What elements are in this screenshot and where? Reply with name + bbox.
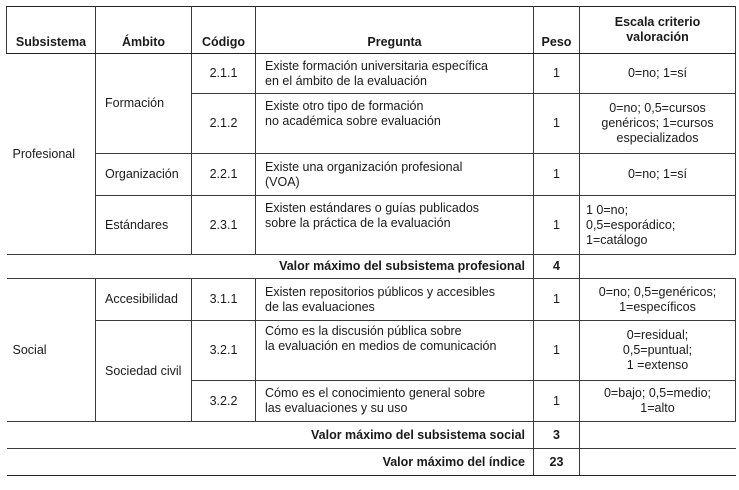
index-total-row: [7, 449, 736, 476]
escala-line: 1 0=no;: [586, 202, 629, 217]
table-header-row: [7, 7, 736, 54]
pregunta-cell: [256, 321, 534, 381]
ambito-accesibilidad: Accesibilidad: [96, 279, 192, 321]
ambito-formacion: Formación: [96, 54, 192, 154]
table-row: [7, 196, 736, 255]
escala-line: 0=no; 1=sí: [627, 66, 688, 80]
index-total-label: Valor máximo del índice: [7, 449, 534, 476]
codigo-cell: 3.2.2: [192, 381, 256, 422]
codigo-cell: 2.1.1: [192, 54, 256, 94]
pregunta-cell: [256, 94, 534, 154]
subsistema-social: Social: [7, 279, 96, 422]
subtotal-label: Valor máximo del subsistema profesional: [7, 255, 534, 279]
escala-line: especializados: [616, 131, 699, 145]
ambito-organizacion: Organización: [96, 154, 192, 196]
pregunta-line: (VOA): [265, 174, 300, 189]
table-row: [7, 154, 736, 196]
ambito-estandares: Estándares: [96, 196, 192, 255]
codigo-cell: 3.1.1: [192, 279, 256, 321]
pregunta-line: Cómo es la discusión pública sobre: [265, 324, 462, 338]
pregunta-line: las evaluaciones y su uso: [265, 401, 408, 415]
codigo-cell: 2.3.1: [192, 196, 256, 255]
pregunta-cell: [256, 381, 534, 422]
codigo-cell: 3.2.1: [192, 321, 256, 381]
header-codigo: Código: [192, 7, 256, 54]
header-subsistema: Subsistema: [7, 7, 96, 54]
subtotal-empty: [580, 255, 736, 279]
escala-cell: [580, 54, 736, 94]
escala-line: 1=alto: [640, 401, 675, 415]
pregunta-cell: [256, 154, 534, 196]
escala-line: 0=no; 0,5=genéricos;: [598, 284, 717, 299]
pregunta-line: la evaluación en medios de comunicación: [265, 339, 497, 353]
peso-cell: 1: [534, 381, 580, 422]
peso-cell: 1: [534, 196, 580, 255]
ambito-sociedad-civil: Sociedad civil: [96, 321, 192, 422]
subtotal-row-social: [7, 422, 736, 449]
escala-cell: [580, 321, 736, 381]
pregunta-cell: [256, 54, 534, 94]
index-total-empty: [580, 449, 736, 476]
pregunta-line: Existen estándares o guías publicados: [265, 201, 480, 215]
escala-line: 0=residual;: [626, 328, 689, 342]
codigo-cell: 2.1.2: [192, 94, 256, 154]
escala-cell: [580, 154, 736, 196]
subsistema-profesional: Profesional: [7, 54, 96, 255]
subtotal-empty: [580, 422, 736, 449]
escala-line: 0,5=puntual;: [622, 343, 693, 357]
header-pregunta: Pregunta: [256, 7, 534, 54]
subtotal-row-profesional: [7, 255, 736, 279]
table-row: [7, 54, 736, 94]
pregunta-line: Existe una organización profesional: [265, 159, 463, 174]
peso-cell: 1: [534, 279, 580, 321]
escala-line: 1=catálogo: [586, 232, 648, 247]
peso-cell: 1: [534, 154, 580, 196]
escala-line: 1=específicos: [619, 299, 696, 314]
subtotal-value: 4: [534, 255, 580, 279]
pregunta-line: Cómo es el conocimiento general sobre: [265, 386, 486, 400]
escala-line: 0=no; 1=sí: [627, 167, 688, 181]
header-escala: Escala criterio valoración: [580, 7, 736, 54]
pregunta-cell: [256, 196, 534, 255]
table-row: [7, 321, 736, 381]
pregunta-line: no académica sobre evaluación: [265, 114, 441, 128]
pregunta-line: Existe formación universitaria específica: [265, 58, 489, 73]
peso-cell: 1: [534, 321, 580, 381]
pregunta-line: Existe otro tipo de formación: [265, 99, 424, 113]
peso-cell: 1: [534, 94, 580, 154]
subtotal-value: 3: [534, 422, 580, 449]
escala-cell: [580, 196, 736, 255]
pregunta-line: sobre la práctica de la evaluación: [265, 216, 451, 230]
subtotal-label: Valor máximo del subsistema social: [7, 422, 534, 449]
header-ambito: Ámbito: [96, 7, 192, 54]
escala-cell: [580, 94, 736, 154]
peso-cell: 1: [534, 54, 580, 94]
pregunta-line: de las evaluaciones: [265, 299, 375, 314]
pregunta-line: Existen repositorios públicos y accesibles: [265, 284, 495, 299]
escala-line: 1 =extenso: [626, 358, 689, 372]
escala-line: 0=bajo; 0,5=medio;: [603, 386, 712, 400]
criteria-table: [6, 6, 736, 476]
pregunta-line: en el ámbito de la evaluación: [265, 73, 427, 88]
codigo-cell: 2.2.1: [192, 154, 256, 196]
escala-line: 0,5=esporádico;: [586, 217, 676, 232]
pregunta-cell: [256, 279, 534, 321]
escala-line: genéricos; 1=cursos: [601, 116, 714, 130]
escala-line: 0=no; 0,5=cursos: [609, 101, 706, 115]
escala-cell: [580, 279, 736, 321]
index-total-value: 23: [534, 449, 580, 476]
table-row: [7, 279, 736, 321]
header-peso: Peso: [534, 7, 580, 54]
escala-cell: [580, 381, 736, 422]
